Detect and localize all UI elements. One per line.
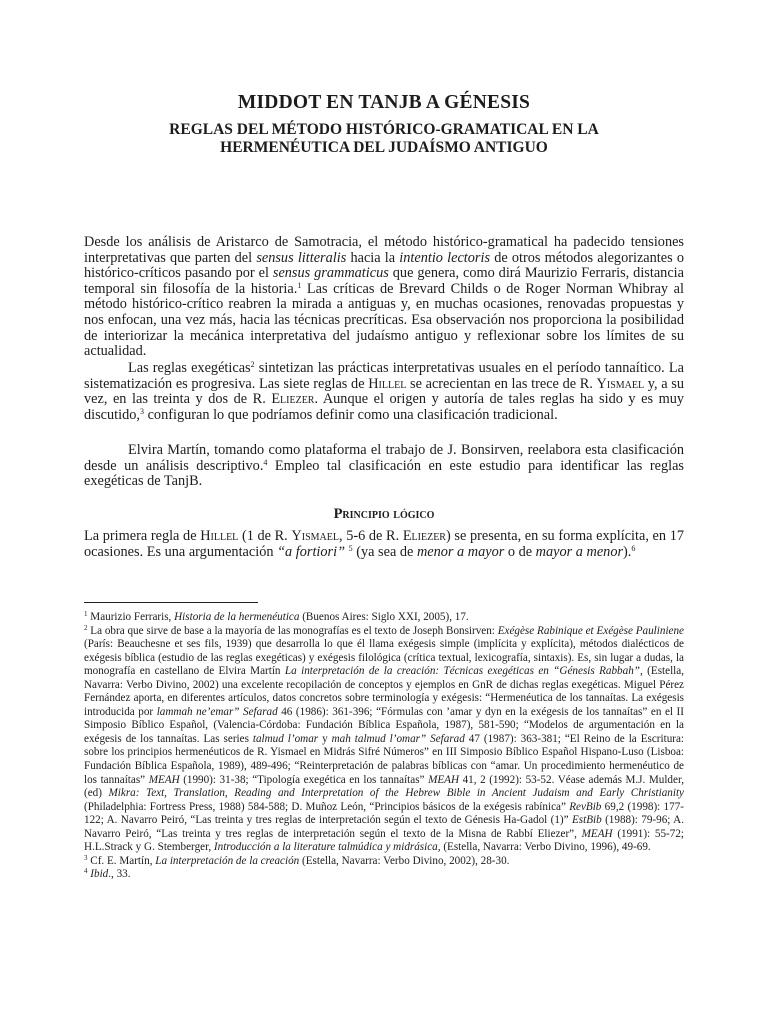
footnotes (84, 611, 684, 882)
subtitle-line-1: REGLAS DEL MÉTODO HISTÓRICO-GRAMATICAL EN LA (169, 121, 599, 138)
footnote-1: $^1$ Maurizio Ferraris, Historia de la hermenéutica (Buenos Aires: Siglo XXI, 2005), 17. (84, 610, 469, 623)
paragraph-4: La primera regla de Hillel (1 de R. Yismael, 5-6 de R. Eliezer) se presenta, en su forma explícita, en 17 ocasiones. Es una argumentación “a fortiori” $^5$ (ya sea de menor a mayor o de mayor a menor).$^6$ (84, 528, 684, 560)
paragraph-3: Elvira Martín, tomando como plataforma el trabajo de J. Bonsirven, reelabora esta clasificación desde un análisis descriptivo.$^4$ Empleo tal clasificación en este estudio para identificar las reglas exegéticas de TanjB. (84, 442, 684, 490)
footnote-4: $^4$ Ibid., 33. (84, 867, 131, 881)
footnote-ref-3: 3 (140, 406, 144, 416)
footnote-2: $^2$ La obra que sirve de base a la mayoría de las monografías es el texto de Joseph Bonsirven: Exégèse Rabinique et Exégèse Pauliniene (París: Beauchesne et ses fils, 1939) que desarrolla lo que él llama exégesis simple (implícita y explícita), métodos dialécticos de exégesis bíblica (estudio de las reglas exegéticas) y exégesis filológica (crítica textual, lexicografía, sintaxis). Es, sin lugar a dudas, la monografía en castellano de Elvira Martín La interpretación de la creación: Técnicas exegéticas en “Génesis Rabbah”, (Estella, Navarra: Verbo Divino, 2002) una excelente recopilación de conceptos y ejemplos en GnR de dichas reglas exegéticas. Miguel Pérez Fernández aporta, en diferentes artículos, datos concretos sobre terminología y exégesis: “Hermenéutica de los tannaítas. La exégesis introducida por lammah ne’emar” Sefarad 46 (1986): 361-396; “Fórmulas con ’amar y dyn en la exégesis de los tannaítas” en el II Simposio Bíblico Español, (Valencia-Córdoba: Fundación Bíblica Española, 1987), 581-590; “Modelos de argumentación en la exégesis de los tannaítas. Las series talmud l’omar y mah talmud l’omar” Sefarad 47 (1987): 363-381; “El Reino de la Escritura: sobre los principios hermenéuticos de R. Yismael en Midrás Sifré Números” en III Simposio Bíblico Español Hispano-Luso (Lisboa: Fundación Bíblica Española, 1989), 489-496; “Reinterpretación de palabras bíblicas con “amar. Un procedimiento hermenéutico de los tannaítas” MEAH (1990): 31-38; “Tipología exegética en los tannaítas” MEAH 41, 2 (1992): 53-52. Véase además M.J. Mulder, (ed) Mikra: Text, Translation, Reading and Interpretation of the Hebrew Bible in Ancient Judaism and Early Christianity (Philadelphia: Fortress Press, 1988) 584-588; D. Muñoz León, “Principios básicos de la exégesis rabínica” RevBib 69,2 (1998): 177-122; A. Navarro Peiró, “Las treinta y tres reglas de interpretación según el texto de Génesis Ha-Gadol (1)” EstBib (1988): 79-96; A. Navarro Peiró, “Las treinta y tres reglas de interpretación según el texto de la Misna de Rabbí Eliezer”, MEAH (1991): 55-72; H.L.Strack y G. Stemberger, Introducción a la literature talmúdica y midrásica, (Estella, Navarra: Verbo Divino, 1996), 49-69. (84, 623, 685, 854)
footnote-3: $^3$ Cf. E. Martín, La interpretación de la creación (Estella, Navarra: Verbo Divino, 2002), 28-30. (84, 853, 510, 867)
footnote-ref-6: 6 (631, 543, 636, 553)
paragraph-2: Las reglas exegéticas$^2$ sintetizan las prácticas interpretativas usuales en el período tannaítico. La sistematización es progresiva. Las siete reglas de Hillel se acrecientan en las trece de R. Yismael y, a su vez, en las treinta y dos de R. Eliezer. Aunque el origen y autoría de tales reglas ha sido y es muy discutido,$^3$ configuran lo que podríamos definir como una clasificación tradicional. (84, 360, 684, 423)
footnote-ref-4: 4 (263, 457, 268, 467)
paragraph-1: Desde los análisis de Aristarco de Samotracia, el método histórico-gramatical ha padecido tensiones interpretativas que parten del sensus litteralis hacia la intentio lectoris de otros métodos alegorizantes o histórico-críticos pasando por el sensus grammaticus que genera, como dirá Maurizio Ferraris, distancia temporal sin filosofía de la historia.$^1$ Las críticas de Brevard Childs o de Roger Norman Whibray al método histórico-crítico reabren la mirada a antiguas y, en muchas ocasiones, renovadas propuestas y nos enfocan, una vez más, hacia las técnicas precríticas. Esa observación nos proporciona la posibilidad de interiorizar la mecánica interpretativa del judaísmo antiguo y reflexionar sobre los límites de su actualidad. (84, 234, 684, 360)
document-subtitle (60, 121, 708, 157)
section-heading: Principio lógico (333, 506, 435, 522)
subtitle-line-2: HERMENÉUTICA DEL JUDAÍSMO ANTIGUO (220, 139, 548, 156)
footnote-ref-5: 5 (348, 543, 353, 553)
footnote-ref-1: 1 (297, 280, 302, 290)
document-title: MIDDOT EN TANJB A GÉNESIS (237, 92, 531, 113)
footnote-separator (84, 602, 258, 603)
footnote-ref-2: 2 (250, 360, 255, 369)
